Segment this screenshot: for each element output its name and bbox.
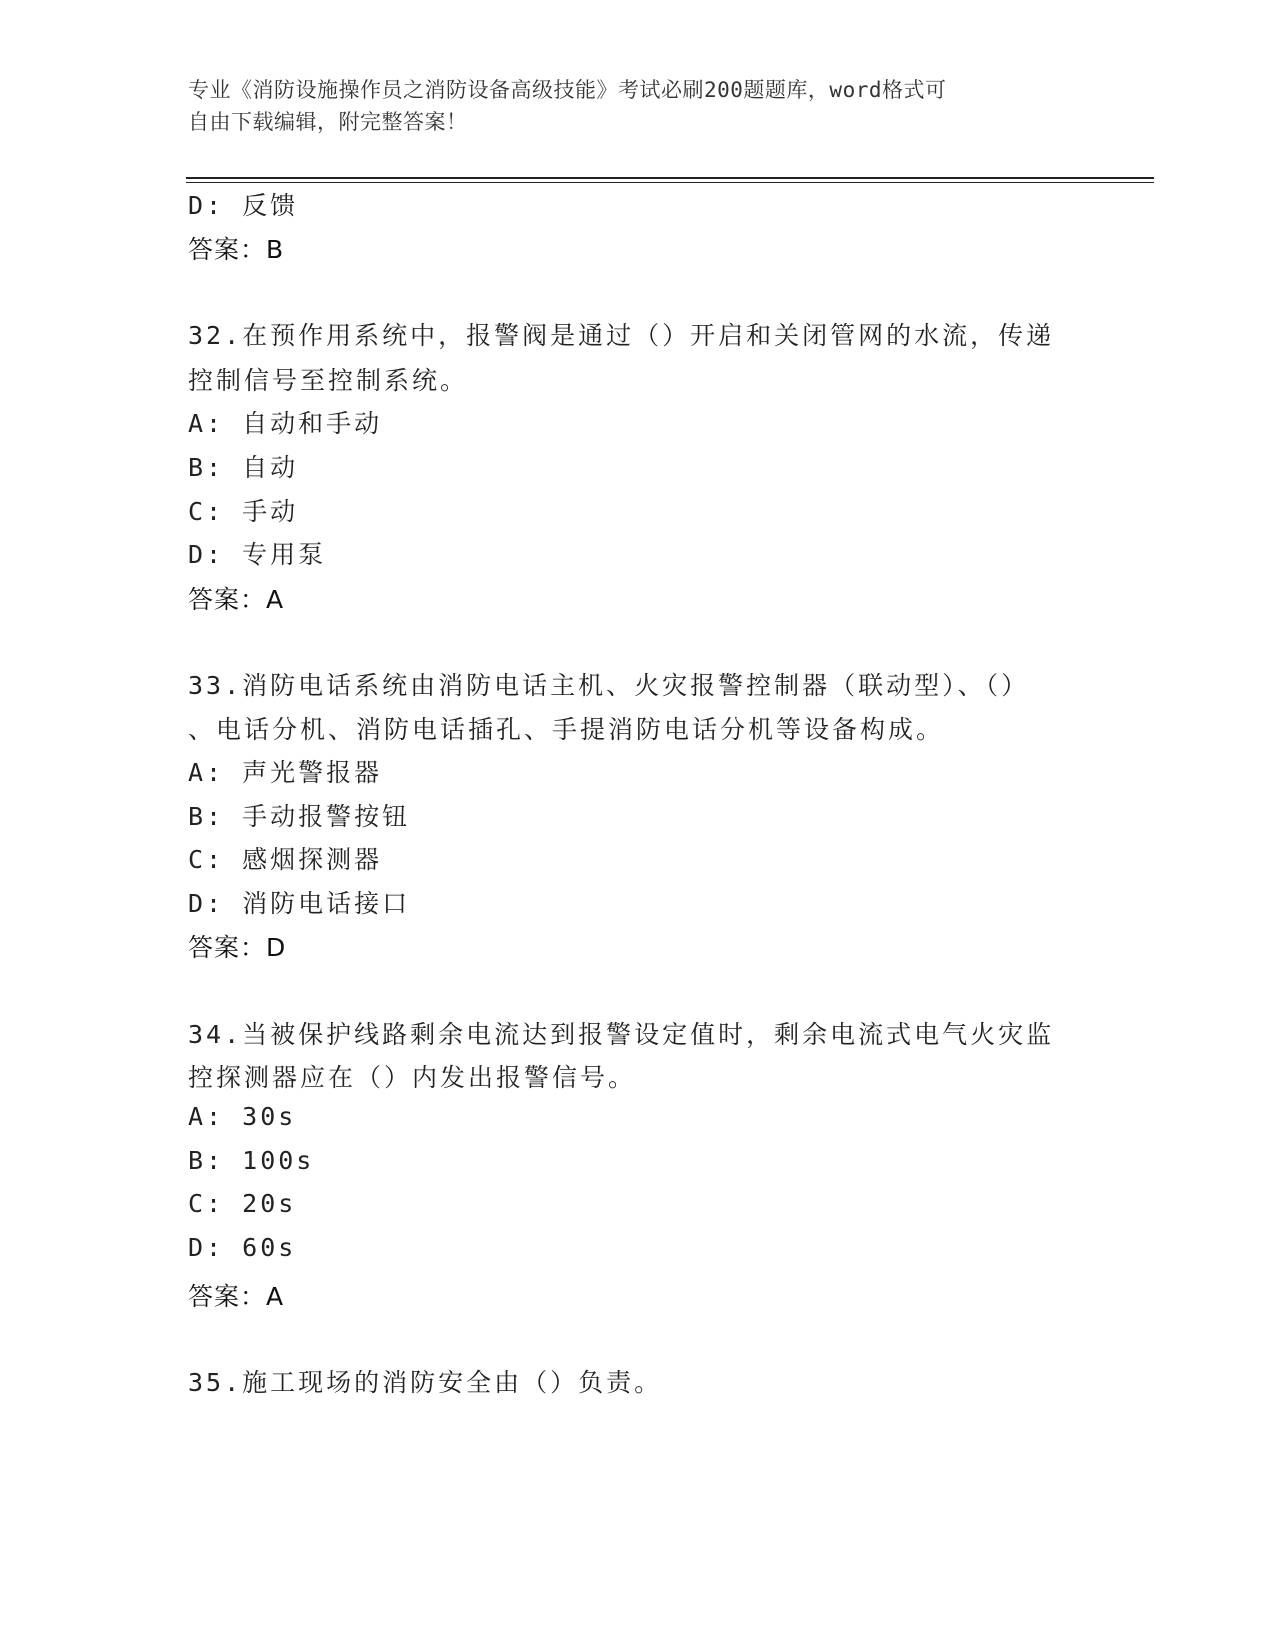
- q34-option-b: B: 100s: [188, 1146, 315, 1175]
- q32-option-a: A: 自动和手动: [188, 409, 383, 438]
- q34-stem-line-1: 34.当被保护线路剩余电流达到报警设定值时，剩余电流式电气火灾监: [188, 1020, 1055, 1049]
- q33-answer: 答案：D: [188, 933, 287, 962]
- header-line-2: 自由下载编辑，附完整答案！: [188, 110, 468, 134]
- q33-option-c: C: 感烟探测器: [188, 845, 383, 874]
- q33-option-d: D: 消防电话接口: [188, 889, 411, 918]
- q34-option-c: C: 20s: [188, 1189, 297, 1218]
- q32-stem-line-2: 控制信号至控制系统。: [188, 366, 469, 395]
- q33-option-a: A: 声光警报器: [188, 758, 383, 787]
- prev-option-d: D: 反馈: [188, 191, 299, 220]
- q33-option-b: B: 手动报警按钮: [188, 802, 411, 831]
- q32-option-c: C: 手动: [188, 497, 299, 526]
- q35-stem-line-1: 35.施工现场的消防安全由（）负责。: [188, 1368, 663, 1397]
- q32-stem-line-1: 32.在预作用系统中，报警阀是通过（）开启和关闭管网的水流，传递: [188, 321, 1055, 350]
- q34-option-a: A: 30s: [188, 1102, 297, 1131]
- q33-stem-line-1: 33.消防电话系统由消防电话主机、火灾报警控制器（联动型）、（）: [188, 671, 1030, 700]
- header-line-1: 专业《消防设施操作员之消防设备高级技能》考试必刷200题题库，word格式可: [188, 78, 947, 102]
- q32-option-d: D: 专用泵: [188, 540, 327, 569]
- q34-answer: 答案：A: [188, 1282, 285, 1311]
- q33-stem-line-2: 、电话分机、消防电话插孔、手提消防电话分机等设备构成。: [188, 715, 945, 744]
- header-divider-thin: [186, 182, 1154, 183]
- q32-option-b: B: 自动: [188, 453, 299, 482]
- q34-option-d: D: 60s: [188, 1233, 297, 1262]
- q34-stem-line-2: 控探测器应在（）内发出报警信号。: [188, 1063, 637, 1092]
- q32-answer: 答案：A: [188, 585, 285, 614]
- prev-answer: 答案：B: [188, 235, 285, 264]
- header-divider-thick: [186, 177, 1154, 179]
- document-header: [188, 74, 1068, 138]
